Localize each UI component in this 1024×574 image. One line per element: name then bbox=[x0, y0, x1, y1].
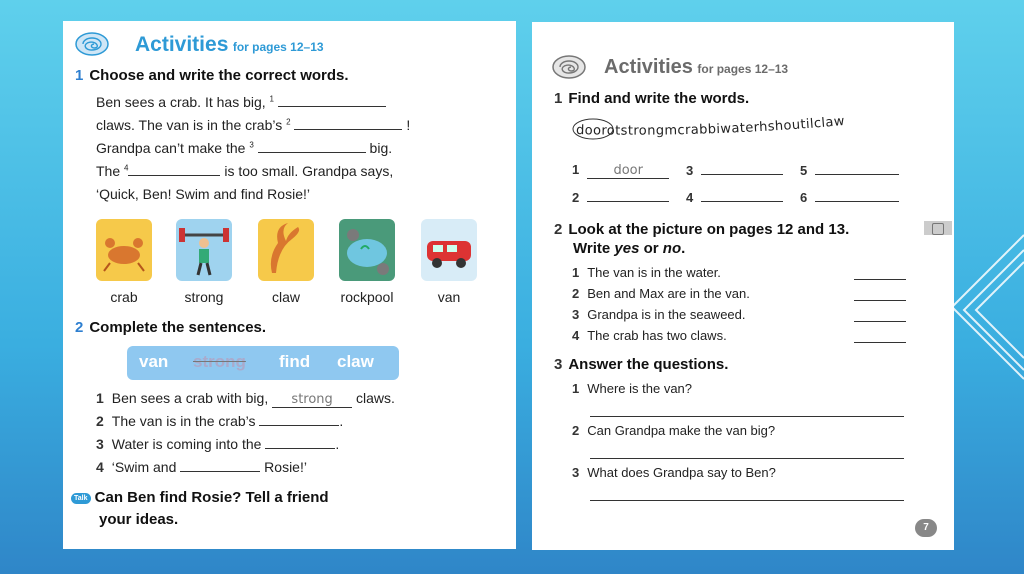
weightlifter-icon bbox=[176, 219, 232, 281]
crab-icon bbox=[96, 219, 152, 281]
yes-no-item-2: 2 Ben and Max are in the van. bbox=[572, 286, 750, 301]
header-title: Activities bbox=[135, 33, 229, 56]
blank-2[interactable] bbox=[294, 117, 402, 130]
passage-line-1: Ben sees a crab. It has big, $^1$ bbox=[96, 94, 386, 110]
find-word-blank-5[interactable] bbox=[815, 162, 899, 175]
rockpool-picture bbox=[339, 219, 395, 281]
header-title: Activities bbox=[604, 56, 693, 78]
blank-3[interactable] bbox=[258, 140, 366, 153]
left-worksheet-page bbox=[63, 21, 516, 549]
find-word-blank-3[interactable] bbox=[701, 162, 783, 175]
rockpool-icon bbox=[339, 219, 395, 281]
header-subtitle: for pages 12–13 bbox=[232, 40, 324, 54]
find-word-item-5: 5 bbox=[800, 162, 899, 178]
talk-prompt: Talk Can Ben find Rosie? Tell a friend bbox=[71, 489, 329, 506]
yes-no-answer-2[interactable] bbox=[854, 288, 906, 301]
sentence-1: 1 Ben sees a crab with big, strong claws. bbox=[96, 390, 395, 407]
badge-icon bbox=[932, 223, 944, 235]
strong-picture bbox=[176, 219, 232, 281]
audio-badge bbox=[924, 221, 952, 235]
sentence-2-blank[interactable] bbox=[259, 413, 339, 426]
van-icon bbox=[421, 219, 477, 281]
sentence-4: 4 ‘Swim and Rosie!’ bbox=[96, 459, 307, 475]
page-number: 7 bbox=[915, 519, 937, 537]
sentence-2: 2 The van is in the crab’s . bbox=[96, 413, 344, 429]
right-worksheet-page bbox=[532, 22, 954, 550]
word-strong-crossed-out: strong bbox=[193, 352, 246, 371]
yes-no-answer-1[interactable] bbox=[854, 267, 906, 280]
passage-line-4: The $^4$ is too small. Grandpa says, bbox=[96, 163, 394, 179]
find-word-blank-4[interactable] bbox=[701, 189, 783, 202]
answer-line-1[interactable] bbox=[590, 404, 904, 417]
word-claw: claw bbox=[337, 352, 374, 371]
swirl-logo-icon bbox=[552, 54, 586, 80]
find-word-answer-1[interactable]: door bbox=[587, 163, 669, 179]
word-van: van bbox=[139, 352, 169, 371]
exercise-2-heading: 2 Look at the picture on pages 12 and 13. bbox=[554, 221, 850, 238]
talk-prompt-line-2: your ideas. bbox=[99, 511, 179, 528]
yes-no-item-3: 3 Grandpa is in the seaweed. bbox=[572, 307, 746, 322]
exercise-1-heading: 1 Find and write the words. bbox=[554, 90, 750, 107]
crab-picture bbox=[96, 219, 152, 281]
question-2: 2 Can Grandpa make the van big? bbox=[572, 423, 776, 438]
yes-no-answer-4[interactable] bbox=[854, 330, 906, 343]
picture-caption-claw: claw bbox=[271, 289, 300, 305]
picture-caption-crab: crab bbox=[110, 289, 138, 305]
yes-no-item-1: 1 The van is in the water. bbox=[572, 265, 721, 280]
find-word-blank-2[interactable] bbox=[587, 189, 669, 202]
word-find: find bbox=[279, 352, 311, 371]
picture-caption-rockpool: rockpool bbox=[340, 289, 394, 305]
sentence-1-answer[interactable]: strong bbox=[272, 392, 352, 408]
passage-line-2: claws. The van is in the crab’s $^2$ ! bbox=[96, 117, 411, 133]
talk-icon: Talk bbox=[71, 493, 91, 504]
answer-line-3[interactable] bbox=[590, 488, 904, 501]
answer-line-2[interactable] bbox=[590, 446, 904, 459]
yes-no-answer-3[interactable] bbox=[854, 309, 906, 322]
find-word-item-4: 4 bbox=[686, 189, 783, 205]
word-snake-puzzle bbox=[572, 110, 917, 146]
find-word-item-3: 3 bbox=[686, 162, 783, 178]
van-picture bbox=[421, 219, 477, 281]
sentence-3: 3 Water is coming into the . bbox=[96, 436, 340, 452]
exercise-2-heading-line-2: Write yes or no. bbox=[573, 240, 686, 257]
header-subtitle: for pages 12–13 bbox=[697, 62, 789, 76]
sentence-3-blank[interactable] bbox=[265, 436, 335, 449]
swirl-logo-icon bbox=[75, 31, 109, 57]
exercise-1-heading: 1 Choose and write the correct words. bbox=[75, 67, 349, 84]
word-snake-text: doorotstrongmcrabbiwaterhshoutilclaw bbox=[575, 114, 846, 139]
word-box bbox=[127, 346, 399, 380]
yes-no-item-4: 4 The crab has two claws. bbox=[572, 328, 727, 343]
blank-1[interactable] bbox=[278, 94, 386, 107]
find-word-item-2: 2 bbox=[572, 189, 669, 205]
picture-caption-strong: strong bbox=[184, 289, 224, 305]
svg-text:doorotstrongmcrabbiwaterhshout bbox=[576, 114, 846, 139]
question-1: 1 Where is the van? bbox=[572, 381, 693, 396]
claw-icon bbox=[258, 219, 314, 281]
claw-picture bbox=[258, 219, 314, 281]
picture-caption-van: van bbox=[437, 289, 461, 305]
find-word-blank-6[interactable] bbox=[815, 189, 899, 202]
blank-4[interactable] bbox=[128, 163, 220, 176]
passage-line-5: ‘Quick, Ben! Swim and find Rosie!’ bbox=[96, 186, 310, 202]
question-3: 3 What does Grandpa say to Ben? bbox=[572, 465, 776, 480]
exercise-2-heading: 2 Complete the sentences. bbox=[75, 319, 267, 336]
passage-line-3: Grandpa can’t make the $^3$ big. bbox=[96, 140, 393, 156]
find-word-item-6: 6 bbox=[800, 189, 899, 205]
exercise-3-heading: 3 Answer the questions. bbox=[554, 356, 729, 373]
sentence-4-blank[interactable] bbox=[180, 459, 260, 472]
find-word-item-1: 1 door bbox=[572, 162, 669, 179]
